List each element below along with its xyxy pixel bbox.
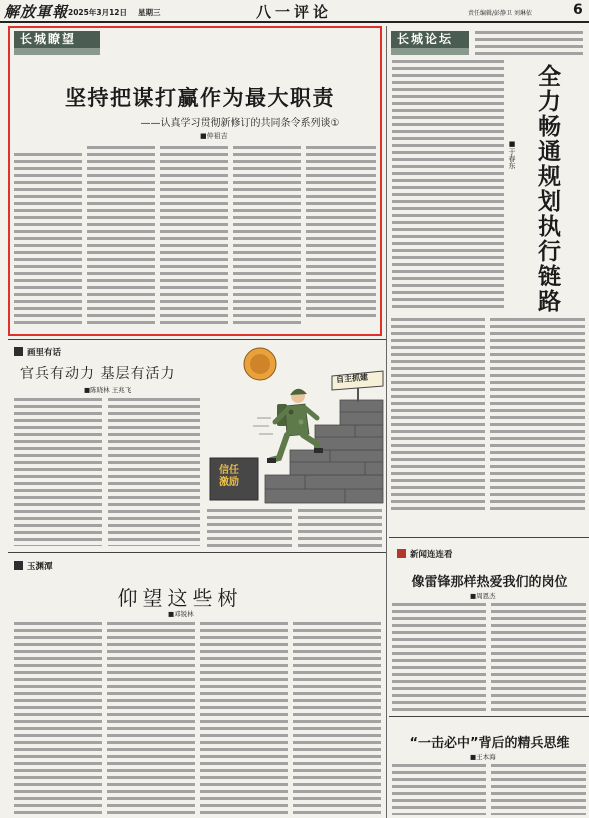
article-body-column (392, 764, 486, 815)
article-body-column (491, 603, 586, 711)
article-headline-vertical: 全力畅通规划执行链路 (534, 64, 560, 314)
page-section-title: 八一评论 (256, 3, 333, 21)
article-body-column (392, 603, 486, 711)
issue-date: 2025年3月12日 (68, 8, 128, 17)
article-body-column (14, 622, 102, 814)
article-body-column (160, 146, 228, 328)
article-body-column (391, 318, 485, 514)
article-body-column (298, 509, 382, 547)
article-headline: 像雷锋那样热爱我们的岗位 (411, 575, 568, 590)
article-body-column (491, 764, 586, 815)
article-byline: ■周恩杰 (470, 592, 496, 600)
article-byline: ■陈晓林 王兆飞 (84, 386, 132, 394)
article-body-column (107, 622, 195, 814)
article-body-column (392, 60, 504, 312)
section-rule (389, 537, 589, 538)
article-body-column (490, 318, 585, 514)
cartoon-sign-label: 自主抓建 (335, 372, 369, 385)
article-body-column (306, 146, 376, 321)
article-body-column (87, 146, 155, 328)
page-number: 6 (573, 2, 583, 18)
article-body-column (293, 622, 381, 814)
column-tile-icon (14, 347, 23, 356)
article-byline-vertical: ■于春东 (508, 140, 516, 169)
article-headline: 仰望这些树 (117, 586, 243, 610)
column-label: 新闻连连看 (410, 550, 453, 560)
article-body-column (200, 622, 288, 814)
column-tile-icon (14, 561, 23, 570)
article-body-column (475, 31, 583, 55)
column-badge-changcheng-luntan: 长城论坛 (391, 31, 469, 48)
article-body-column (108, 398, 200, 546)
column-label: 画里有话 (27, 348, 62, 358)
article-subheadline: ——认真学习贯彻新修订的共同条令系列谈① (140, 118, 340, 129)
speed-lines (253, 418, 273, 434)
page-editors: 责任编辑/彭静卫 刘琳依 (468, 10, 532, 17)
article-body-column (207, 509, 292, 547)
column-badge-strip (391, 48, 469, 55)
section-rule (389, 716, 589, 717)
column-badge-changcheng-liaowang: 长城瞭望 (14, 31, 100, 48)
article-headline: 官兵有动力 基层有活力 (20, 366, 176, 382)
article-headline: “一击必中”背后的精兵思维 (409, 736, 570, 751)
round-sign-inner (250, 354, 270, 374)
column-divider (386, 26, 387, 818)
column-badge-strip (14, 48, 100, 55)
issue-weekday: 星期三 (138, 8, 161, 17)
article-byline: ■仲祖吉 (200, 132, 228, 140)
article-headline: 坚持把谋打赢作为最大职责 (65, 86, 335, 110)
article-byline: ■邓锐林 (168, 610, 194, 618)
article-body-column (14, 398, 102, 546)
column-label: 玉渊潭 (27, 562, 53, 572)
article-body-column (233, 146, 301, 328)
section-rule (8, 552, 386, 553)
masthead-rule (0, 21, 589, 23)
article-byline: ■王本海 (470, 753, 496, 761)
column-tile-icon (397, 549, 406, 558)
newspaper-logo: 解放軍報 (4, 3, 69, 21)
article-body-column (14, 153, 82, 328)
cartoon-block-label: 信任激励 (219, 465, 239, 488)
